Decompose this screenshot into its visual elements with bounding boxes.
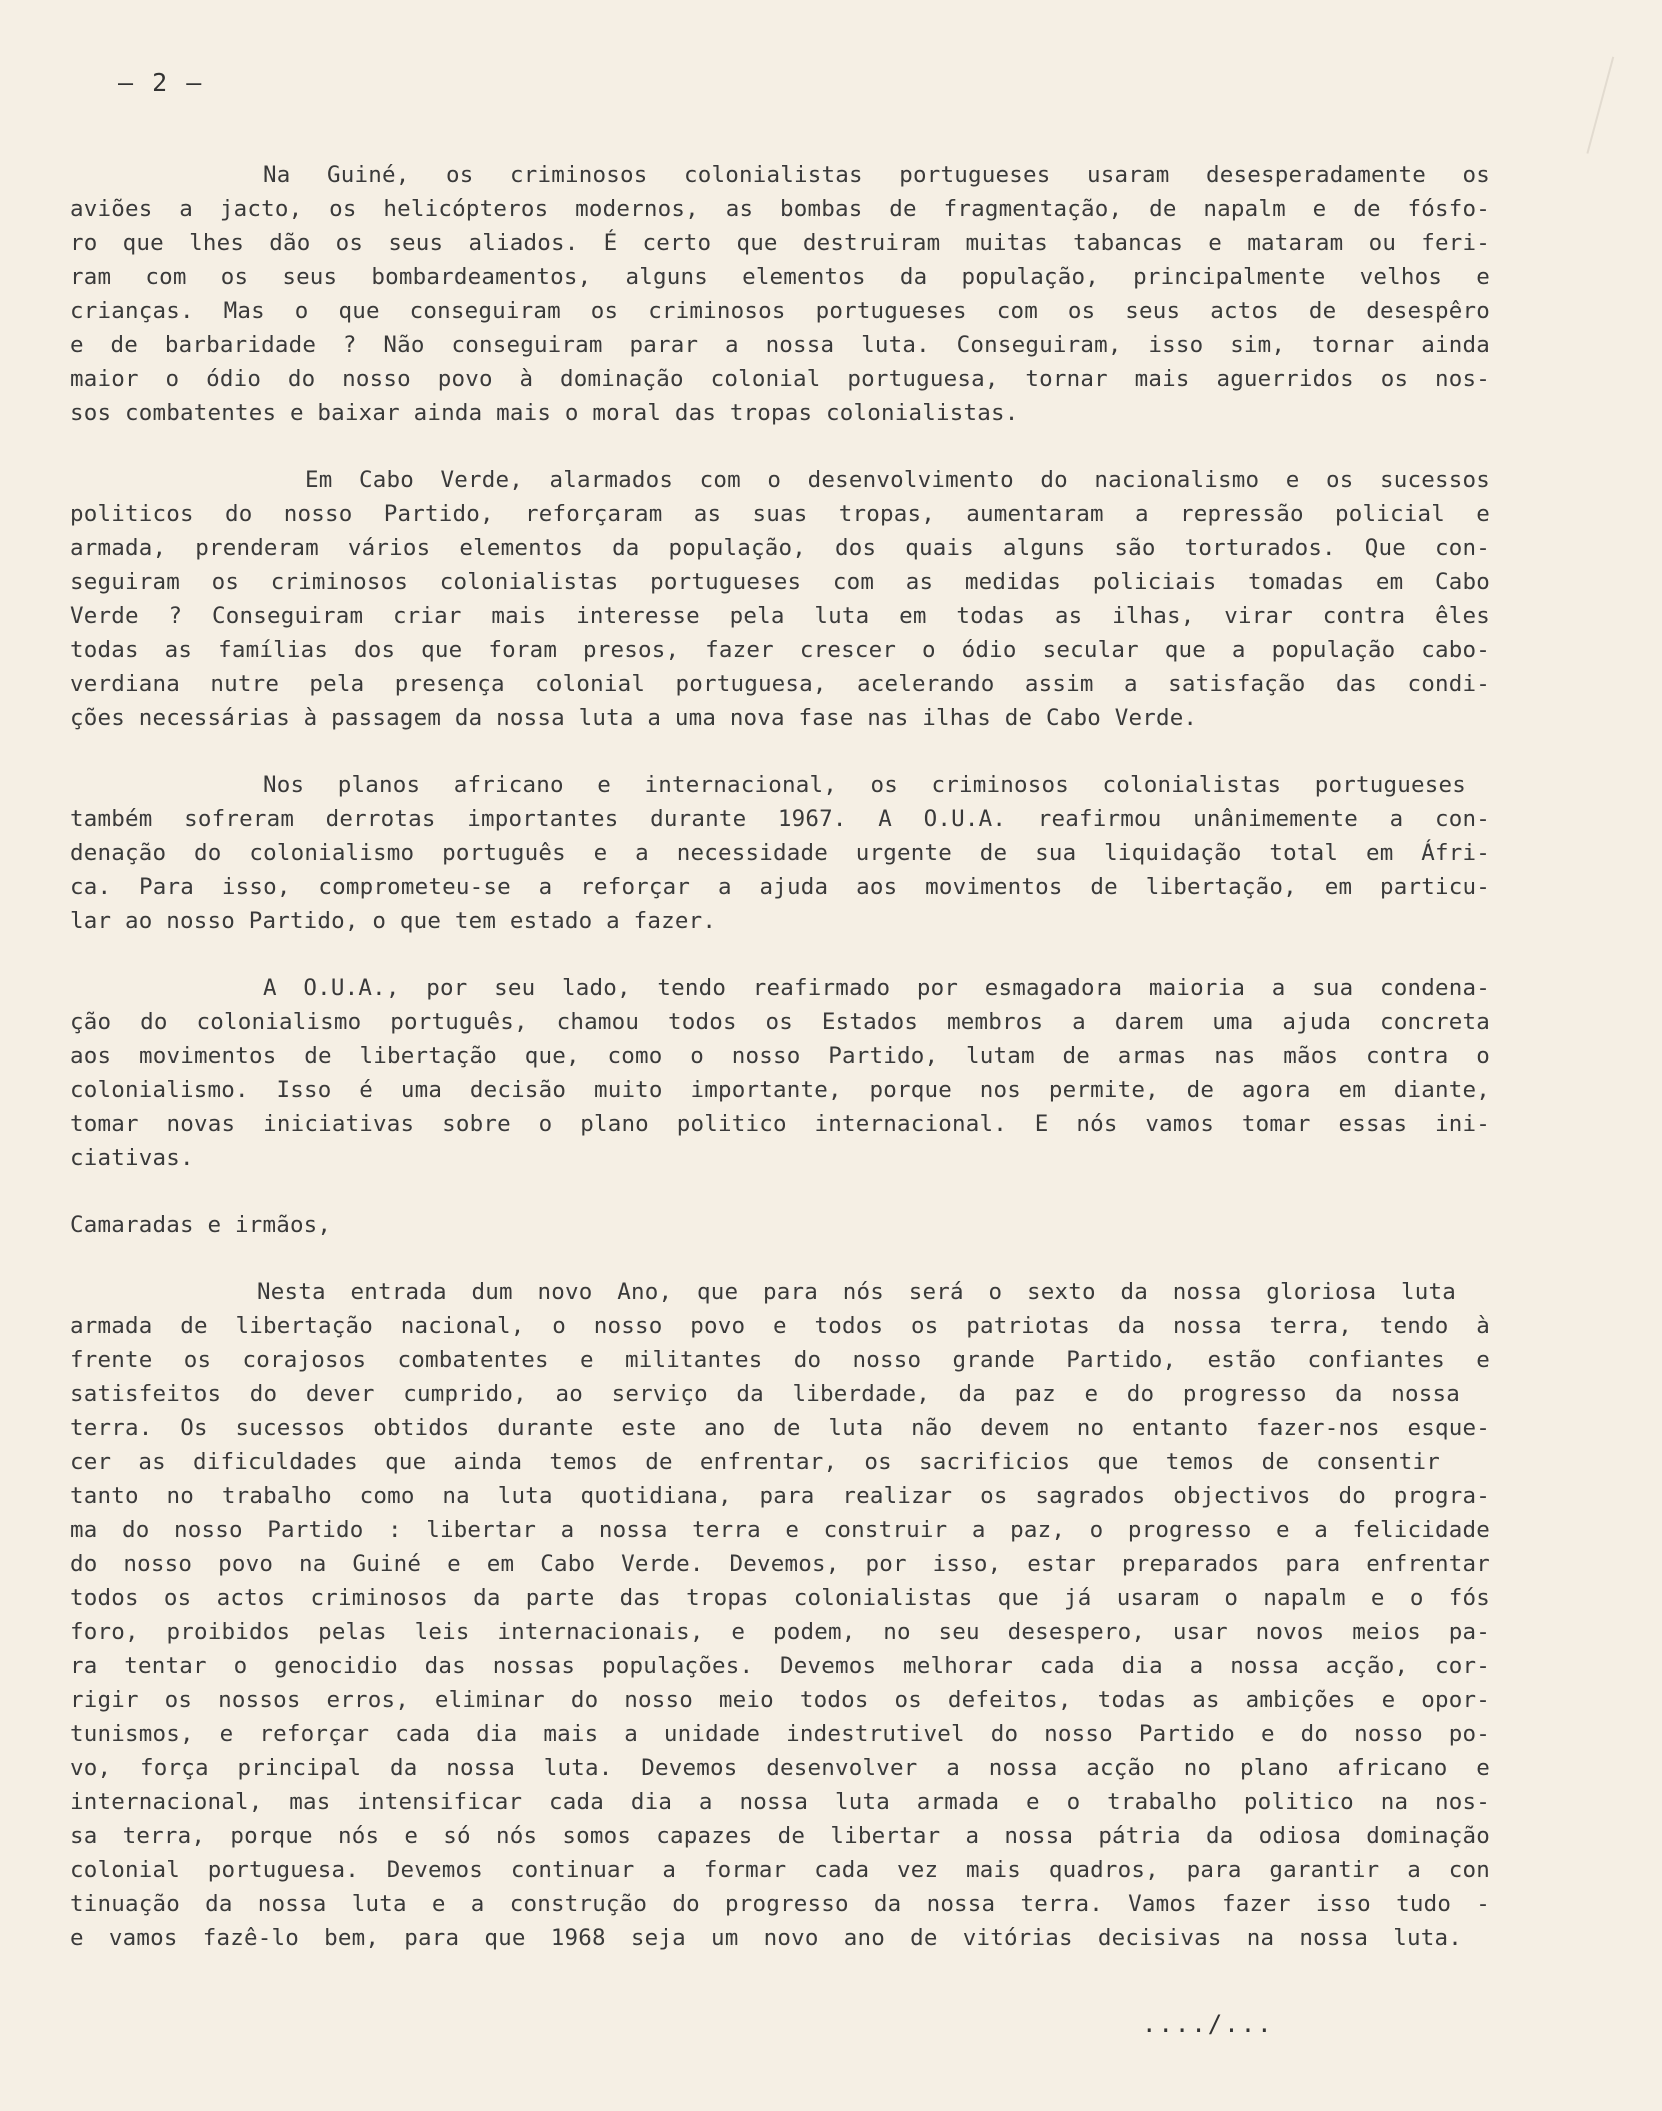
text-line: Nesta entrada dum novo Ano, que para nós será o sexto da nossa gloriosa luta: [257, 1279, 1456, 1305]
text-line: Em Cabo Verde, alarmados com o desenvolvimento do nacionalismo e os sucessos: [305, 467, 1490, 493]
text-line: ram com os seus bombardeamentos, alguns elementos da população, principalmente velhos e: [70, 264, 1490, 290]
text-line: internacional, mas intensificar cada dia a nossa luta armada e o trabalho politico na nos-: [70, 1789, 1490, 1815]
text-line: ma do nosso Partido : libertar a nossa terra e construir a paz, o progresso e a felicidade: [70, 1517, 1490, 1543]
text-line: ção do colonialismo português, chamou todos os Estados membros a darem uma ajuda concreta: [70, 1009, 1490, 1035]
page-number: – 2 –: [118, 68, 204, 97]
text-line: ciativas.: [70, 1145, 194, 1171]
text-line: sa terra, porque nós e só nós somos capazes de libertar a nossa pátria da odiosa dominação: [70, 1823, 1490, 1849]
text-line: armada de libertação nacional, o nosso povo e todos os patriotas da nossa terra, tendo à: [70, 1313, 1490, 1339]
text-line: politicos do nosso Partido, reforçaram as suas tropas, aumentaram a repressão policial e: [70, 501, 1490, 527]
text-line: ra tentar o genocidio das nossas populações. Devemos melhorar cada dia a nossa acção, cor-: [70, 1653, 1490, 1679]
text-line: ções necessárias à passagem da nossa luta a uma nova fase nas ilhas de Cabo Verde.: [70, 705, 1198, 731]
text-line: também sofreram derrotas importantes durante 1967. A O.U.A. reafirmou unânimemente a con-: [70, 806, 1490, 832]
text-line: tanto no trabalho como na luta quotidiana, para realizar os sagrados objectivos do progra-: [70, 1483, 1490, 1509]
text-line: e vamos fazê-lo bem, para que 1968 seja um novo ano de vitórias decisivas na nossa luta.: [70, 1925, 1462, 1951]
text-line: todos os actos criminosos da parte das tropas colonialistas que já usaram o napalm e o fós: [70, 1585, 1490, 1611]
salutation: Camaradas e irmãos,: [70, 1212, 332, 1238]
text-line: ro que lhes dão os seus aliados. É certo que destruiram muitas tabancas e mataram ou feri-: [70, 230, 1490, 256]
text-line: lar ao nosso Partido, o que tem estado a fazer.: [70, 908, 717, 934]
text-line: seguiram os criminosos colonialistas portugueses com as medidas policiais tomadas em Cabo: [70, 569, 1490, 595]
text-line: rigir os nossos erros, eliminar do nosso meio todos os defeitos, todas as ambições e opor-: [70, 1687, 1490, 1713]
text-line: colonial portuguesa. Devemos continuar a formar cada vez mais quadros, para garantir a con: [70, 1857, 1490, 1883]
text-line: e de barbaridade ? Não conseguiram parar a nossa luta. Conseguiram, isso sim, tornar ainda: [70, 332, 1490, 358]
text-line: aos movimentos de libertação que, como o nosso Partido, lutam de armas nas mãos contra o: [70, 1043, 1490, 1069]
text-line: tunismos, e reforçar cada dia mais a unidade indestrutivel do nosso Partido e do nosso po-: [70, 1721, 1490, 1747]
text-line: sos combatentes e baixar ainda mais o moral das tropas colonialistas.: [70, 400, 1019, 426]
text-line: Nos planos africano e internacional, os criminosos colonialistas portugueses: [263, 772, 1466, 798]
text-line: maior o ódio do nosso povo à dominação colonial portuguesa, tornar mais aguerridos os nos-: [70, 366, 1490, 392]
text-line: tinuação da nossa luta e a construção do progresso da nossa terra. Vamos fazer isso tudo -: [70, 1891, 1490, 1917]
continuation-mark: ..../...: [1142, 2010, 1274, 2038]
text-line: Verde ? Conseguiram criar mais interesse pela luta em todas as ilhas, virar contra êles: [70, 603, 1490, 629]
text-line: verdiana nutre pela presença colonial portuguesa, acelerando assim a satisfação das condi-: [70, 671, 1490, 697]
text-line: tomar novas iniciativas sobre o plano politico internacional. E nós vamos tomar essas ini-: [70, 1111, 1490, 1137]
text-line: todas as famílias dos que foram presos, fazer crescer o ódio secular que a população cabo-: [70, 637, 1490, 663]
text-line: ca. Para isso, comprometeu-se a reforçar a ajuda aos movimentos de libertação, em particu-: [70, 874, 1490, 900]
text-line: foro, proibidos pelas leis internacionais, e podem, no seu desespero, usar novos meios pa-: [70, 1619, 1490, 1645]
text-line: colonialismo. Isso é uma decisão muito importante, porque nos permite, de agora em diante,: [70, 1077, 1490, 1103]
text-line: Na Guiné, os criminosos colonialistas portugueses usaram desesperadamente os: [263, 162, 1490, 188]
text-line: do nosso povo na Guiné e em Cabo Verde. Devemos, por isso, estar preparados para enfrentar: [70, 1551, 1490, 1577]
text-line: A O.U.A., por seu lado, tendo reafirmado por esmagadora maioria a sua condena-: [263, 975, 1490, 1001]
text-line: cer as dificuldades que ainda temos de enfrentar, os sacrificios que temos de consentir: [70, 1449, 1440, 1475]
text-line: satisfeitos do dever cumprido, ao serviço da liberdade, da paz e do progresso da nossa: [70, 1381, 1460, 1407]
text-line: frente os corajosos combatentes e militantes do nosso grande Partido, estão confiantes e: [70, 1347, 1490, 1373]
text-line: crianças. Mas o que conseguiram os criminosos portugueses com os seus actos de desespêro: [70, 298, 1490, 324]
text-line: denação do colonialismo português e a necessidade urgente de sua liquidação total em Áfri-: [70, 840, 1490, 866]
text-line: vo, força principal da nossa luta. Devemos desenvolver a nossa acção no plano africano e: [70, 1755, 1490, 1781]
text-line: terra. Os sucessos obtidos durante este ano de luta não devem no entanto fazer-nos esque-: [70, 1415, 1490, 1441]
text-line: armada, prenderam vários elementos da população, dos quais alguns são torturados. Que con-: [70, 535, 1490, 561]
paper-mark: [1548, 46, 1614, 153]
text-line: aviões a jacto, os helicópteros modernos, as bombas de fragmentação, de napalm e de fósfo-: [70, 196, 1490, 222]
